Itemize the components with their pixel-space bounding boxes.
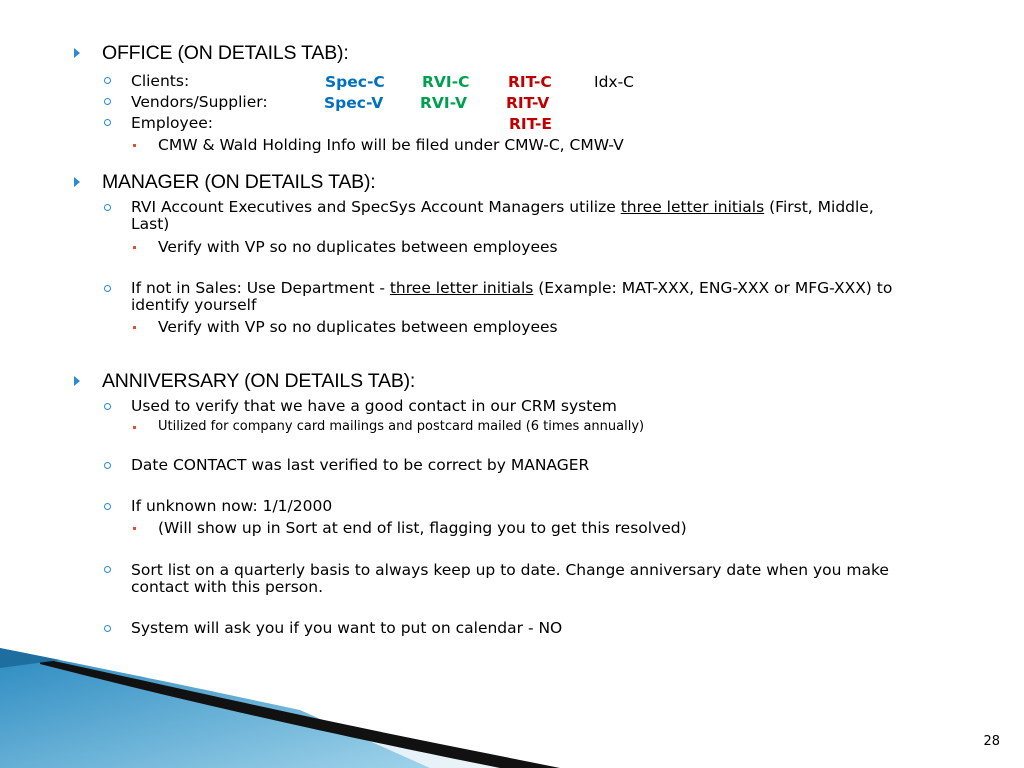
rit-e: RIT-E [509, 115, 553, 133]
manager-heading: MANAGER (ON DETAILS TAB): [102, 171, 376, 193]
rvi-c: RVI-C [422, 73, 470, 91]
manager-item-2-sub: Verify with VP so no duplicates between employees [158, 318, 558, 336]
employee-label: Employee: [131, 114, 213, 132]
circle-bullet-icon [104, 98, 111, 105]
anniversary-item-3: If unknown now: 1/1/2000 [131, 497, 333, 515]
anniversary-item-3-sub: (Will show up in Sort at end of list, flagging you to get this resolved) [158, 519, 687, 537]
square-bullet-icon [133, 326, 136, 329]
circle-bullet-icon [104, 625, 111, 632]
square-bullet-icon [133, 144, 136, 147]
circle-bullet-icon [104, 403, 111, 410]
idx-c: Idx-C [594, 73, 634, 91]
manager-item-2-suffix: (Example: MAT-XXX, ENG-XXX or MFG-XXX) to [533, 279, 893, 297]
circle-bullet-icon [104, 566, 111, 573]
office-note: CMW & Wald Holding Info will be filed under CMW-C, CMW-V [158, 136, 624, 154]
arrow-bullet-icon [74, 48, 80, 58]
three-letter-initials: three letter initials [389, 279, 534, 297]
page-number: 28 [983, 734, 1000, 749]
corner-swoosh-decoration [0, 640, 1024, 768]
circle-bullet-icon [104, 204, 111, 211]
rit-c: RIT-C [508, 73, 552, 91]
anniversary-heading: ANNIVERSARY (ON DETAILS TAB): [102, 370, 416, 392]
manager-item-1-sub: Verify with VP so no duplicates between employees [158, 238, 558, 256]
vendors-label: Vendors/Supplier: [131, 93, 268, 111]
rit-v: RIT-V [506, 94, 550, 112]
circle-bullet-icon [104, 285, 111, 292]
anniversary-item-4 [131, 562, 991, 596]
manager-item-1-suffix: (First, Middle, [764, 198, 874, 216]
office-heading: OFFICE (ON DETAILS TAB): [102, 42, 349, 64]
arrow-bullet-icon [74, 376, 80, 386]
arrow-bullet-icon [74, 177, 80, 187]
manager-item-2 [131, 280, 991, 314]
circle-bullet-icon [104, 503, 111, 510]
square-bullet-icon [133, 527, 136, 530]
anniversary-item-4-line2: contact with this person. [131, 578, 324, 596]
circle-bullet-icon [104, 77, 111, 84]
anniversary-item-1: Used to verify that we have a good contact in our CRM system [131, 397, 617, 415]
manager-item-1 [131, 199, 961, 233]
rvi-v: RVI-V [420, 94, 467, 112]
manager-item-2-line2: identify yourself [131, 296, 257, 314]
anniversary-item-5: System will ask you if you want to put on calendar - NO [131, 619, 563, 637]
three-letter-initials: three letter initials [620, 198, 765, 216]
spec-c: Spec-C [325, 73, 385, 91]
anniversary-item-4-line1: Sort list on a quarterly basis to always keep up to date. Change anniversary date when you make [131, 561, 889, 579]
manager-item-1-line2: Last) [131, 215, 170, 233]
anniversary-item-2: Date CONTACT was last verified to be correct by MANAGER [131, 456, 590, 474]
clients-label: Clients: [131, 72, 190, 90]
spec-v: Spec-V [324, 94, 384, 112]
manager-item-1-text: RVI Account Executives and SpecSys Account Managers utilize [131, 198, 621, 216]
circle-bullet-icon [104, 119, 111, 126]
circle-bullet-icon [104, 462, 111, 469]
anniversary-item-1-sub: Utilized for company card mailings and postcard mailed (6 times annually) [158, 419, 645, 434]
manager-item-2-text: If not in Sales: Use Department - [131, 279, 390, 297]
square-bullet-icon [133, 246, 136, 249]
square-bullet-icon [133, 426, 136, 429]
